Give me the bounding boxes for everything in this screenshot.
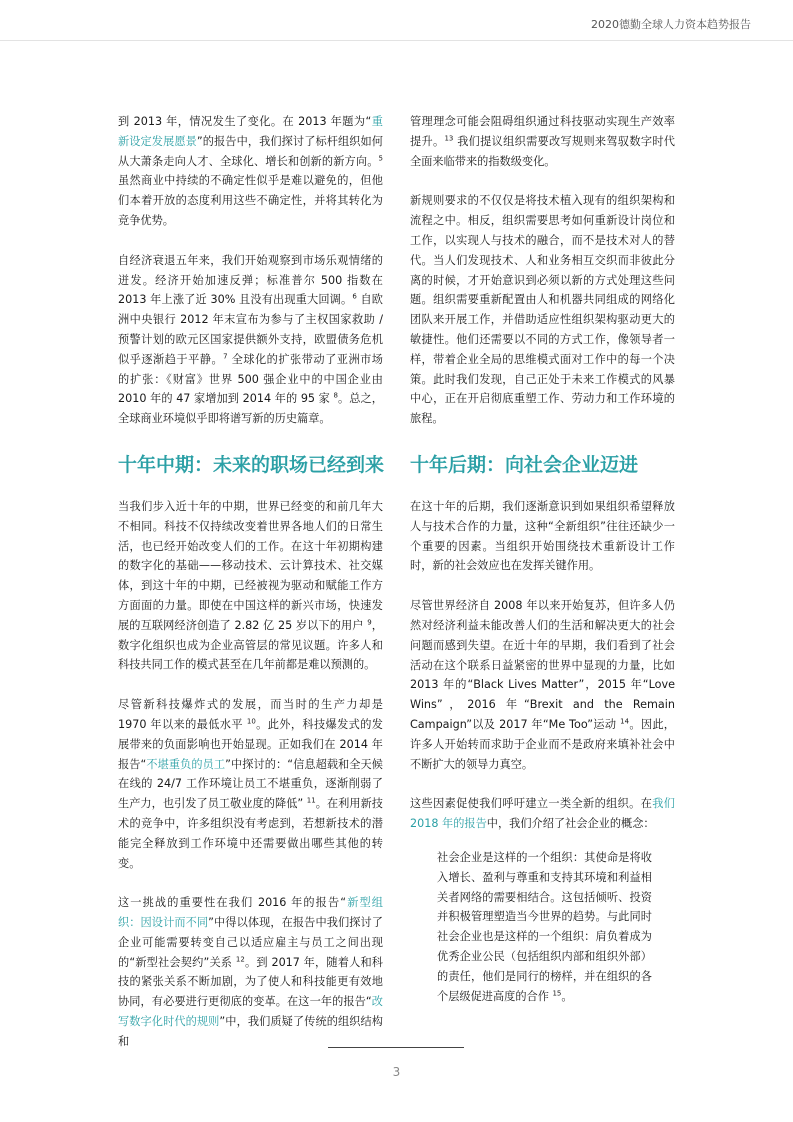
definition-quote — [437, 848, 652, 1006]
paragraph: 当我们步入近十年的中期，世界已经变的和前几年大不相同。科技不仅持续改变着世界各地人们的日常生活，也已经开始改变人们的工作。在这十年初期构建的数字化的基础——移动技术、云计算技术、社交媒体，到这十年的中期，已经被视为驱动和赋能工作方方面面的力量。即使在中国这样的新兴市场，快速发展的互联网经济创造了 2.82 亿 25 岁以下的用户 $^9$，数字化组织也成为企业高管层的常见议题。许多人和科技共同工作的模式甚至在几年前都是难以预测的。 — [118, 499, 383, 672]
footnote-ref: 14 — [620, 717, 630, 726]
paragraph: 尽管世界经济自 2008 年以来开始复苏，但许多人仍然对经济利益未能改善人们的生活和解决更大的社会问题而感到失望。在近十年的早期，我们看到了社会活动在这个联系日益紧密的世界中显现的力量，比如 2013 年的“Black Lives Matter”，2015 年“Love Wins”，2016 年“Brexit and the Remain Campaign”以及 2017 年“Me Too”运动 $^{14}$。因此，许多人开始转而求助于企业而不是政府来填补社会中不断扩大的领导力真空。 — [410, 599, 675, 771]
right-column — [410, 112, 675, 834]
header-divider — [0, 40, 793, 41]
paragraph: 自经济衰退五年来，我们开始观察到市场乐观情绪的迸发。经济开始加速反弹；标准普尔 500 指数在 2013 年上涨了近 30% 且没有出现重大回调。$^6$ 自欧洲中央银行 2012 年末宣布为参与了主权国家救助 / 预警计划的欧元区国家提供额外支持，欧盟债务危机似乎逐渐趋于平静。$^7$ 全球化的扩张带动了亚洲市场的扩张：《财富》世界 500 强企业中的中国企业由 2010 年的 47 家增加到 2014 年的 95 家 $^8$。总之，全球商业环境似乎即将谱写新的历史篇章。 — [118, 253, 383, 426]
footnote-ref: 11 — [306, 796, 316, 805]
paragraph: 这一挑战的重要性在我们 2016 年的报告“新型组织：因设计而不同”中得以体现，在报告中我们探讨了企业可能需要转变自己以适应雇主与员工之间出现的“新型社会契约”关系 $^{12}$。到 2017 年，随着人和科技的紧张关系不断加剧，为了使人和科技能更有效地协同，有必要进行更彻底的变革。在这一年的报告“改写数字化时代的规则”中，我们质疑了传统的组织结构和 — [118, 896, 383, 1048]
footer-divider — [328, 1047, 464, 1048]
footnote-ref: 10 — [246, 717, 256, 726]
report-link[interactable]: 我们 2018 年的报告 — [410, 797, 675, 831]
footnote-ref: 5 — [378, 153, 383, 162]
quote-text: 社会企业是这样的一个组织：其使命是将收入增长、盈利与尊重和支持其环境和利益相关者网络的需要相结合。这包括倾听、投资并积极管理塑造当今世界的趋势。与此同时社会企业也是这样的一个组织：肩负着成为优秀企业公民（包括组织内部和组织外部）的责任，他们是同行的榜样，并在组织的各个层级促进高度的合作 $^{15}$。 — [437, 851, 652, 1003]
paragraph: 到 2013 年，情况发生了变化。在 2013 年题为“重新设定发展愿景”的报告中，我们探讨了标杆组织如何从大萧条走向人才、全球化、增长和创新的新方向。$^5$ 虽然商业中持续的不确定性似乎是难以避免的，但他们本着开放的态度利用这些不确定性，并将其转化为竞争优势。 — [118, 115, 383, 227]
paragraph: 新规则要求的不仅仅是将技术植入现有的组织架构和流程之中。相反，组织需要思考如何重新设计岗位和工作，以实现人与技术的融合，而不是技术对人的替代。当人们发现技术、人和业务相互交织而非彼此分离的时候，才开始意识到必须以新的方式处理这些问题。组织需要重新配置由人和机器共同组成的网络化团队来开展工作，并借助适应性组织架构驱动更大的敏捷性。他们还需要以不同的方式工作，像领导者一样，带着企业全局的思维模式面对工作中的每一个决策。此时我们发现，自己正处于未来工作模式的风暴中心，正在开启彻底重塑工作、劳动力和工作环境的旅程。 — [410, 194, 675, 426]
section-heading: 十年后期：向社会企业迈进 — [410, 453, 639, 476]
footnote-ref: 8 — [333, 391, 338, 400]
report-link[interactable]: 改写数字化时代的规则 — [118, 995, 383, 1029]
paragraph: 在这十年的后期，我们逐渐意识到如果组织希望释放人与技术合作的力量，这种“全新组织”往往还缺少一个重要的因素。当组织开始围绕技术重新设计工作时，新的社会效应也在发挥关键作用。 — [410, 499, 675, 573]
running-header: 2020德勤全球人力资本趋势报告 — [591, 18, 751, 31]
footnote-ref: 6 — [352, 292, 357, 301]
report-link[interactable]: 不堪重负的员工 — [146, 757, 226, 771]
page-number: 3 — [392, 1065, 401, 1079]
report-link[interactable]: 新型组织：因设计而不同 — [118, 896, 383, 930]
paragraph: 管理理念可能会阻碍组织通过科技驱动实现生产效率提升。$^{13}$ 我们提议组织需要改写规则来驾驭数字时代全面来临带来的指数级变化。 — [410, 115, 675, 168]
report-link[interactable]: 重新设定发展愿景 — [118, 115, 383, 148]
paragraph: 这些因素促使我们呼吁建立一类全新的组织。在我们 2018 年的报告中，我们介绍了社会企业的概念： — [410, 797, 675, 831]
section-heading: 十年中期：未来的职场已经到来 — [118, 453, 385, 476]
footnote-ref: 13 — [444, 134, 454, 143]
paragraph: 尽管新科技爆炸式的发展，而当时的生产力却是 1970 年以来的最低水平 $^{10}$。此外，科技爆发式的发展带来的负面影响也开始显现。正如我们在 2014 年报告“不堪重负的员工”中探讨的：“信息超载和全天候在线的 24/7 工作环境让员工不堪重负，逐渐削弱了生产力，也引发了员工敬业度的降低” $^{11}$。在利用新技术的竞争中，许多组织没有考虑到，若想新技术的潜能完全释放到工作环境中还需要做出哪些其他的转变。 — [118, 698, 383, 870]
footnote-ref: 9 — [367, 618, 372, 626]
left-column — [118, 112, 383, 1052]
footnote-ref: 12 — [235, 954, 245, 963]
footnote-ref: 15 — [552, 988, 562, 997]
footnote-ref: 7 — [223, 352, 228, 361]
